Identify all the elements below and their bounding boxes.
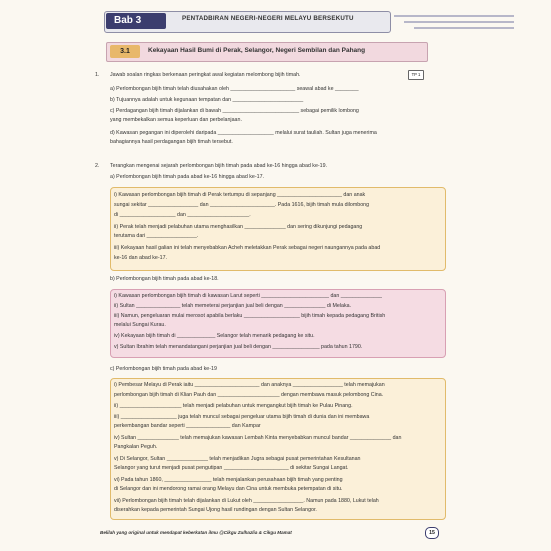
answer-line: iv) Sultan ______________ telah memajukan kawasan Lembah Kinta menyebabkan muncul bandar ______________ dan bbox=[114, 435, 402, 441]
answer-line: i) Kawasan perlombongan bijih timah di Perak tertumpu di sepanjang ______________________ dan anak bbox=[114, 192, 366, 198]
answer-line: iii) Namun, pengeluaran mulai merosot apabila berlaku ___________________ bijih timah kepada pedagang British bbox=[114, 313, 386, 319]
question-stem: Jawab soalan ringkas berkenaan peringkat awal kegiatan melombong bijih timah. bbox=[110, 72, 301, 78]
subquestion-label: a) Perlombongan bijih timah pada abad ke-16 hingga abad ke-17. bbox=[110, 174, 265, 180]
answer-line: yang membekalkan semua keperluan dan perbelanjaan. bbox=[110, 117, 242, 123]
question-number: 2. bbox=[95, 163, 100, 169]
answer-line: bahagiannya hasil perdagangan bijih timah tersebut. bbox=[110, 139, 233, 145]
answer-line: iv) Kekayaan bijih timah di _____________ Selangor telah menarik pedagang ke situ. bbox=[114, 333, 315, 339]
answer-line: Pangkalan Peguh. bbox=[114, 444, 158, 450]
answer-line: di ___________________ dan _____________________. bbox=[114, 212, 251, 218]
answer-line: vii) Perlombongan bijih timah telah dijalankan di Lukut oleh _________________. Namun pada 1880, Lukut telah bbox=[114, 498, 379, 504]
question-number: 1. bbox=[95, 72, 100, 78]
answer-line: di Selangor dan ini mendorong ramai orang Melayu dan Cina untuk membuka petempatan di situ. bbox=[114, 486, 343, 492]
header-stripe bbox=[414, 27, 514, 29]
subquestion-label: c) Perlombongan bijih timah pada abad ke-19 bbox=[110, 366, 217, 372]
chapter-title: PENTADBIRAN NEGERI-NEGERI MELAYU BERSEKUTU bbox=[182, 15, 354, 22]
answer-line: perkembangan bandar seperti _______________ dan Kampar bbox=[114, 423, 261, 429]
answer-line: a) Perlombongan bijih timah telah diusahakan oleh ______________________ seawal abad ke ________ bbox=[110, 86, 359, 92]
answer-line: ii) _____________________ telah menjadi pelabuhan untuk mengangkut bijih timah ke Pulau Pinang. bbox=[114, 403, 353, 409]
answer-line: c) Perdagangan bijih timah dijalankan di bawah __________________________ sebagai pemilik lombong bbox=[110, 108, 359, 114]
answer-line: iii) ___________________ juga telah muncul sebagai pengeluar utama bijih timah di dunia dan ini membawa bbox=[114, 414, 370, 420]
answer-line: perlombongan bijih timah di Klian Pauh dan _____________________ dengan membawa masuk pelombong Cina. bbox=[114, 392, 384, 398]
answer-line: diserahkan kepada pemerintah Sungai Ujong hasil rundingan dengan Sultan Selangor. bbox=[114, 507, 317, 513]
header-stripe bbox=[404, 21, 514, 23]
answer-line: iii) Kekayaan hasil galian ini telah menyebabkan Acheh meletakkan Perak sebagai negeri naungannya pada abad bbox=[114, 245, 381, 251]
answer-line: ke-16 dan abad ke-17. bbox=[114, 255, 168, 261]
section-title: Kekayaan Hasil Bumi di Perak, Selangor, Negeri Sembilan dan Pahang bbox=[148, 47, 366, 54]
footer-credit: Belilah yang original untuk mendapat keberkatan ilmu @Cikgu Zulhazlia & Cikgu Mamat bbox=[100, 530, 292, 535]
answer-line: sungai sekitar _________________ dan ______________________. Pada 1616, bijih timah mula dilombong bbox=[114, 202, 370, 208]
subquestion-label: b) Perlombongan bijih timah pada abad ke-18. bbox=[110, 276, 219, 282]
answer-line: v) Di Selangor, Sultan ______________ telah menjadikan Jugra sebagai pusat pemerintahan Kesultanan bbox=[114, 456, 361, 462]
answer-line: b) Tujuannya adalah untuk kegunaan tempatan dan ________________________ bbox=[110, 97, 304, 103]
answer-line: vi) Pada tahun 1860, ________________ telah menjalankan perusahaan bijih timah yang penting bbox=[114, 477, 343, 483]
header-stripe bbox=[394, 15, 514, 17]
section-number: 3.1 bbox=[110, 45, 140, 58]
answer-line: i) Kawasan perlombongan bijih timah di kawasan Larut seperti _______________________ dan ______________ bbox=[114, 293, 382, 299]
question-stem: Terangkan mengenai sejarah perlombongan bijih timah pada abad ke-16 hingga abad ke-19. bbox=[110, 163, 328, 169]
answer-line: ii) Perak telah menjadi pelabuhan utama menghasilkan ______________ dan sering dikunjungi pedagang bbox=[114, 224, 363, 230]
answer-line: ii) Sultan _______________ telah memeterai perjanjian jual beli dengan ______________ di Melaka. bbox=[114, 303, 352, 309]
answer-line: melalui Sungai Kurau. bbox=[114, 322, 166, 328]
chapter-number: Bab 3 bbox=[106, 13, 166, 29]
answer-line: d) Kawasan pegangan ini diperolehi daripada ___________________ melalui surat tauliah. Sultan juga menerima bbox=[110, 130, 377, 136]
answer-line: v) Sultan Ibrahim telah menandatangani perjanjian jual beli dengan ________________ pada tahun 1790. bbox=[114, 344, 363, 350]
answer-line: i) Pembesar Melayu di Perak iaitu ______________________ dan anaknya _________________ telah memajukan bbox=[114, 382, 385, 388]
chapter-header bbox=[104, 9, 524, 35]
page-number: 15 bbox=[425, 527, 439, 539]
answer-line: terutama dari _________________. bbox=[114, 233, 199, 239]
tp-level-badge: TP 1 bbox=[408, 70, 424, 80]
answer-line: Selangor yang turut menjadi pusat pengutipan ______________________ di sekitar Sungai Langat. bbox=[114, 465, 349, 471]
